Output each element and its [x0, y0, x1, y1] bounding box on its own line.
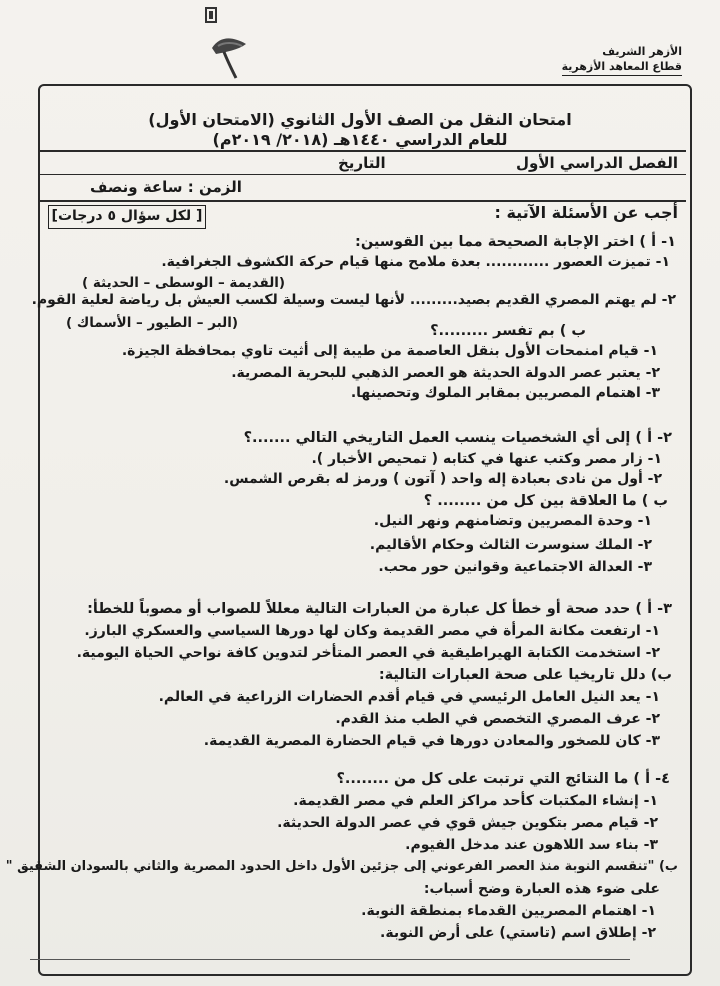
q4-b-item-2: ٢- إطلاق اسم (تاستي) على أرض النوبة. [380, 925, 656, 941]
q1-b-item-1: ١- قيام امنمحات الأول بنقل العاصمة من طيبة إلى أثيت تاوي بمحافظة الجيزة. [121, 343, 658, 359]
q3-b-item-3: ٣- كان للصخور والمعادن دورها في قيام الحضارة المصرية القديمة. [203, 733, 660, 749]
q3-b-item-1: ١- يعد النيل العامل الرئيسي في قيام أقدم الحضارات الزراعية في العالم. [158, 689, 660, 705]
q1-a-item-1-options: (القديمة – الوسطى – الحديثة ) [82, 275, 286, 291]
q3-a-item-1: ١- ارتفعت مكانة المرأة في مصر القديمة وكان لها دورها السياسي والعسكري البارز. [84, 623, 660, 639]
q2-a-heading: ٢- أ ) إلى أي الشخصيات ينسب العمل التاريخي التالي .......؟ [243, 430, 672, 446]
q3-b-heading: ب) دلل تاريخيا على صحة العبارات التالية: [378, 667, 672, 683]
q4-b-item-1: ١- اهتمام المصريين القدماء بمنطقة النوبة. [361, 903, 656, 919]
q1-b-heading: ب ) بم تفسر .........؟ [430, 323, 586, 339]
time-label: الزمن : ساعة ونصف [90, 178, 242, 196]
points-note: [ لكل سؤال ٥ درجات] [48, 205, 206, 229]
q2-b-item-3: ٣- العدالة الاجتماعية وقوانين حور محب. [378, 559, 652, 575]
term-label: الفصل الدراسي الأول [516, 154, 678, 172]
q2-b-item-2: ٢- الملك سنوسرت الثالث وحكام الأقاليم. [369, 537, 652, 553]
subject-label: التاريخ [338, 154, 386, 172]
institution-header [562, 44, 682, 76]
q4-a-item-2: ٢- قيام مصر بتكوين جيش قوي في عصر الدولة الحديثة. [277, 815, 658, 831]
q1-b-item-2: ٢- يعتبر عصر الدولة الحديثة هو العصر الذهبي للبحرية المصرية. [231, 365, 660, 381]
q1-b-item-3: ٣- اهتمام المصريين بمقابر الملوك وتحصينها. [350, 385, 660, 401]
q2-a-item-2: ٢- أول من نادى بعبادة إله واحد ( آتون ) ورمز له بقرص الشمس. [223, 471, 662, 487]
q4-a-heading: ٤- أ ) ما النتائج التي ترتبت على كل من ........؟ [336, 771, 670, 787]
instructions: أجب عن الأسئلة الآتية : [494, 203, 678, 222]
institution-sector: قطاع المعاهد الأزهرية [562, 59, 682, 76]
q4-a-item-1: ١- إنشاء المكتبات كأحد مراكز العلم في مصر القديمة. [293, 793, 658, 809]
logo-stamp [202, 6, 254, 82]
info-box [40, 150, 686, 202]
exam-year: للعام الدراسي ١٤٤٠هـ (٢٠١٨/ ٢٠١٩م) [212, 130, 508, 149]
bottom-rule [30, 955, 630, 960]
q4-b-subheading: على ضوء هذه العبارة وضح أسباب: [423, 881, 660, 897]
q4-a-item-3: ٣- بناء سد اللاهون عند مدخل الفيوم. [405, 837, 658, 853]
q3-a-item-2: ٢- استخدمت الكتابة الهيراطيقية في العصر المتأخر لتدوين كافة نواحي الحياة اليومية. [76, 645, 660, 661]
q1-a-item-1: ١- تميزت العصور ............ بعدة ملامح منها قيام حركة الكشوف الجغرافية. [161, 254, 670, 270]
q1-a-item-2: ٢- لم يهتم المصري القديم بصيد......... لأنها ليست وسيلة لكسب العيش بل رياضة لعلية القوم. [31, 292, 676, 308]
q2-b-item-1: ١- وحدة المصريين وتضامنهم ونهر النيل. [373, 513, 652, 529]
q4-b-heading: ب) "تنقسم النوبة منذ العصر الفرعوني إلى جزئين الأول داخل الحدود المصرية والثاني بالسودان الشقيق " [5, 859, 678, 874]
q3-a-heading: ٣- أ ) حدد صحة أو خطأ كل عبارة من العبارات التالية معللاً للصواب أو مصوباً للخطأ: [87, 601, 672, 617]
info-divider [40, 174, 686, 175]
q1-a-item-2-options: (البر – الطيور – الأسماك ) [66, 315, 238, 331]
q2-b-heading: ب ) ما العلاقة بين كل من ........ ؟ [423, 493, 668, 509]
q1-a-heading: ١- أ ) اختر الإجابة الصحيحة مما بين القوسين: [355, 234, 676, 250]
q3-b-item-2: ٢- عرف المصري التخصص في الطب منذ القدم. [335, 711, 660, 727]
institution-name: الأزهر الشريف [602, 45, 682, 58]
q2-a-item-1: ١- زار مصر وكتب عنها في كتابه ( تمحيص الأخبار ). [311, 451, 662, 467]
exam-title: امتحان النقل من الصف الأول الثانوي (الامتحان الأول) [148, 110, 572, 129]
